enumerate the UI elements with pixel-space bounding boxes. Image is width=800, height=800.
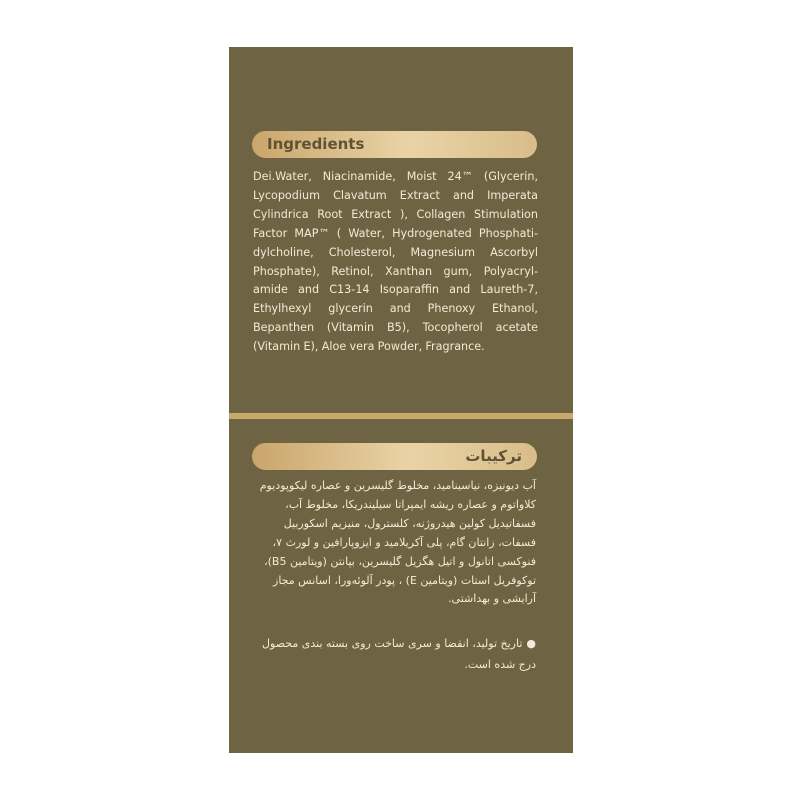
ingredients-text-fa: آب دیونیزه، نیاسینامید، مخلوط گلیسرین و عصاره لیکوپودیوم کلاواتوم و عصاره ریشه ایمپراتا سیلیندریکا، مخلوط آب، فسفاتیدیل کولین هیدروژنه، کلسترول، منیزیم اسکوربیل فسفات، زانتان گام، پلی آکریلامید و ایزوپارافین و لورث ۷، فنوکسی اتانول و اتیل هگزیل گلیسرین، بپانتن (ویتامین B5)، توکوفریل استات (ویتامین E) ، پودر آلوئه‌ورا، اسانس مجاز آرایشی و بهداشتی.	[259, 479, 536, 606]
ingredients-text-en: Dei.Water, Niacinamide, Moist 24™ (Glycerin, Lycopodium Clavatum Extract and Imperata Cylindrica Root Extract ), Collagen Stimulation Factor MAP™ ( Water, Hydrogenated Phosphati-dylcholine, Cholesterol, Magnesium Ascorbyl Phosphate), Retinol, Xanthan gum, Polyacryl-amide and C13-14 Isoparaffin and Laureth-7, Ethylhexyl glycerin and Phenoxy Ethanol, Bepanthen (Vitamin B5), Tocopherol acetate (Vitamin E), Aloe vera Powder, Fragrance.	[253, 170, 538, 354]
ingredients-heading-fa: ترکیبات	[252, 443, 537, 470]
ingredients-panel	[229, 47, 573, 753]
ingredients-heading-en: Ingredients	[252, 131, 537, 158]
production-note-text: تاریخ تولید، انقضا و سری ساخت روی بسته بندی محصول درج شده است.	[262, 637, 536, 671]
section-divider	[229, 413, 573, 419]
production-note	[251, 633, 536, 675]
bullet-icon: ●	[526, 637, 536, 650]
